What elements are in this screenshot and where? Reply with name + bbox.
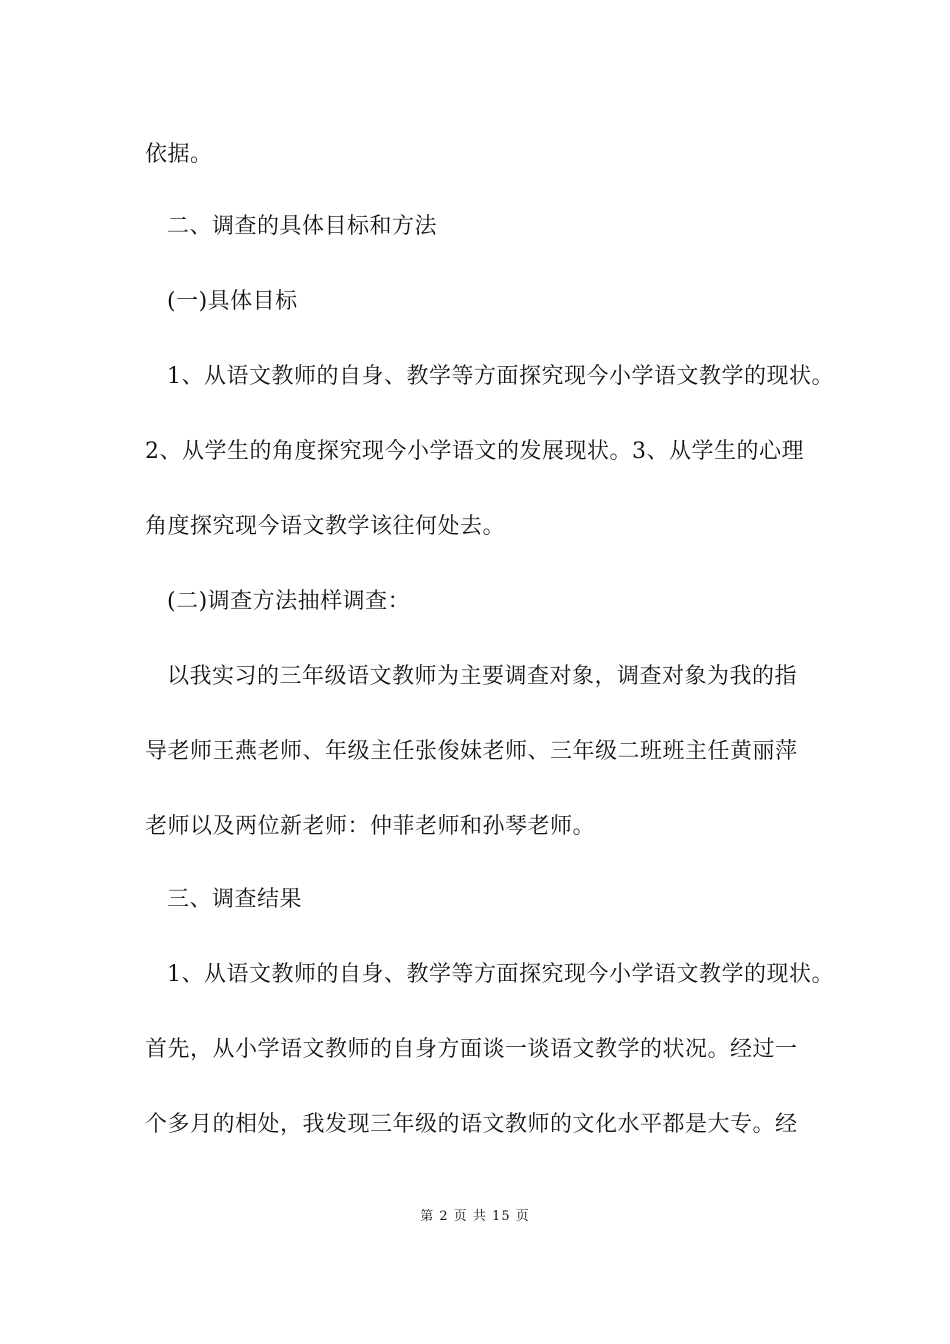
text-line-4: 1、从语文教师的自身、教学等方面探究现今小学语文教学的现状。	[167, 364, 834, 389]
subsection-heading-1: (一)具体目标	[167, 289, 298, 314]
page-footer: 第 2 页 共 15 页	[420, 1209, 530, 1224]
text-line-13: 首先，从小学语文教师的自身方面谈一谈语文教学的状况。经过一	[145, 1037, 798, 1062]
text-line-6: 角度探究现今语文教学该往何处去。	[145, 514, 506, 539]
subsection-heading-2: (二)调查方法抽样调查：	[167, 589, 411, 614]
text-line-10: 老师以及两位新老师：仲菲老师和孙琴老师。	[145, 814, 596, 839]
section-heading-3: 三、调查结果	[167, 887, 303, 912]
text-line-8: 以我实习的三年级语文教师为主要调查对象，调查对象为我的指	[167, 664, 798, 689]
text-line-5: 2、从学生的角度探究现今小学语文的发展现状。3、从学生的心理	[145, 439, 804, 464]
section-heading-2: 二、调查的具体目标和方法	[167, 214, 438, 239]
text-line-9: 导老师王燕老师、年级主任张俊妹老师、三年级二班班主任黄丽萍	[145, 739, 798, 764]
text-line-14: 个多月的相处，我发现三年级的语文教师的文化水平都是大专。经	[145, 1112, 798, 1137]
text-line-1: 依据。	[145, 142, 213, 167]
text-line-12: 1、从语文教师的自身、教学等方面探究现今小学语文教学的现状。	[167, 962, 834, 987]
